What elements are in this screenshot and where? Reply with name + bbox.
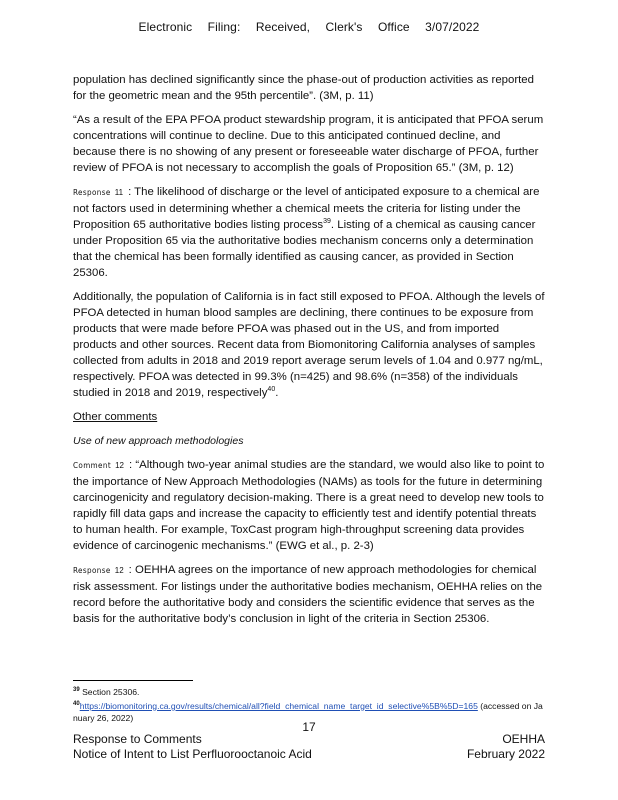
response-11 <box>73 184 545 281</box>
response-12 <box>73 562 545 627</box>
response-text: : OEHHA agrees on the importance of new approach methodologies for chemical risk assessment. For listings under the authoritative bodies mechanism, OEHHA relies on the record before the authoritative body and considers the scientific evidence that serves as the basis for the authoritative body’s conclusion in light of the criteria in Section 25306. <box>73 564 543 625</box>
header-part: Received, <box>255 20 311 34</box>
footnote-ref[interactable]: 40 <box>267 386 276 394</box>
footnote-number: 39 <box>73 687 80 693</box>
response-text: : The likelihood of discharge or the level of anticipated exposure to a chemical are not factors used in determining whether a chemical meets the criteria for listing under the Proposition 65 authoritative bodies listing process <box>73 186 540 231</box>
paragraph-text: Additionally, the population of California is in fact still exposed to PFOA. Although the levels of PFOA detected in human blood samples are declining, there continues to be exposure from products that were made before PFOA was phased out in the US, and from imported products and other sources. Recent data from Biomonitoring California analyses of samples collected from adults in 2018 and 2019 report average serum levels of 1.04 and 0.977 ng/mL, respectively. PFOA was detected in 99.3% (n=425) and 98.6% (n=358) of the individuals studied in 2018 and 2019, respectively <box>73 291 545 399</box>
response-number: 11 <box>114 188 124 197</box>
filing-header <box>0 20 618 34</box>
header-part: Clerk's <box>325 20 363 34</box>
comment-12 <box>73 457 545 554</box>
footnotes <box>73 684 545 724</box>
paragraph-end: . <box>275 387 279 399</box>
footer-doc-title: Notice of Intent to List Perfluorooctanoic Acid <box>73 747 312 761</box>
header-part: Filing: <box>207 20 241 34</box>
header-part: 3/07/2022 <box>425 20 480 34</box>
page-number: 17 <box>302 720 316 734</box>
response-text-cont: . Listing of a chemical as causing cancer under Proposition 65 via the authoritative bodies mechanism concerns only a determination that the chemical has been formally identified as causing cancer, as provided in Section 25306. <box>73 219 536 279</box>
section-heading: Other comments <box>73 411 158 423</box>
footnote-text: (accessed on January 26, 2022) <box>73 700 543 723</box>
comment-number: 12 <box>115 461 124 470</box>
footnote-number: 40 <box>73 700 80 707</box>
response-label: Response <box>73 188 111 197</box>
response-number: 12 <box>114 566 124 575</box>
footnote-divider <box>73 680 193 681</box>
response-label: Response <box>73 566 111 575</box>
subheading: Use of new approach methodologies <box>73 435 244 447</box>
paragraph: population has declined significantly since the phase-out of production activities as reported for the geometric mean and the 95th percentile”. (3M, p. 11) <box>73 74 534 102</box>
footnote-39 <box>73 684 545 698</box>
footnote-text: Section 25306. <box>82 686 140 697</box>
footnote-ref[interactable]: 39 <box>323 218 331 226</box>
comment-label: Comment <box>73 461 112 470</box>
comment-text: : “Although two-year animal studies are the standard, we would also like to point to the importance of New Approach Methodologies (NAMs) as tools for the future in determining carcinogenicity and regulatory decision-making. There is a great need to develop new tools to rapidly fill data gaps and increase the capacity to efficiently test and identify potential threats to human health. For example, ToxCast program high-throughput screening data provides evidence of carcinogenic mechanisms.” (EWG et al., p. 2-3) <box>73 459 545 552</box>
paragraph: “As a result of the EPA PFOA product stewardship program, it is anticipated that PFOA serum concentrations will continue to decline. Due to this anticipated continued decline, and because there is no showing of any present or foreseeable water discharge of PFOA, further review of PFOA is not necessary to accomplish the goals of Proposition 65.” (3M, p. 12) <box>73 114 544 174</box>
footer-agency: OEHHA <box>502 732 545 746</box>
header-part: Electronic <box>138 20 193 34</box>
paragraph <box>73 289 545 401</box>
page-footer <box>73 732 545 762</box>
footer-date: February 2022 <box>466 747 545 761</box>
header-part: Office <box>377 20 410 34</box>
footer-doc-type: Response to Comments <box>73 732 202 746</box>
footnote-link[interactable]: https://biomonitoring.ca.gov/results/chemical/all?field_chemical_name_target_id_selective%5B%5D=165 <box>79 700 478 711</box>
document-body <box>73 72 545 635</box>
